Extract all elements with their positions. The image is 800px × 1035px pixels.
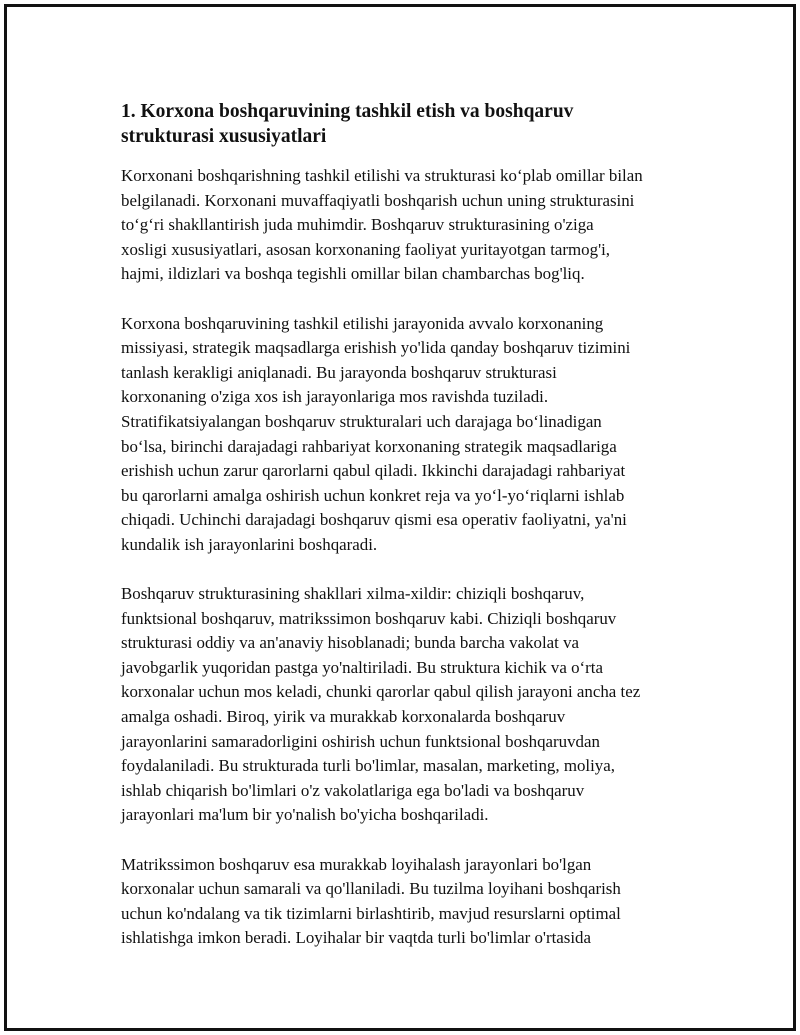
paragraph-2 [121,312,701,558]
text-line: ishlatishga imkon beradi. Loyihalar bir vaqtda turli bo'limlar o'rtasida [121,928,591,948]
heading-line: strukturasi xususiyatlari [121,126,327,147]
text-line: hajmi, ildizlari va boshqa tegishli omillar bilan chambarchas bog'liq. [121,264,585,284]
text-line: Korxonani boshqarishning tashkil etilishi va strukturasi ko‘plab omillar bilan [121,166,643,185]
text-line: erishish uchun zarur qarorlarni qabul qiladi. Ikkinchi darajadagi rahbariyat [121,461,626,481]
text-line: uchun ko'ndalang va tik tizimlarni birlashtirib, mavjud resurslarni optimal [121,903,621,923]
text-line: korxonaning o'ziga xos ish jarayonlariga mos ravishda tuziladi. [121,387,549,407]
text-line: xosligi xususiyatlari, asosan korxonaning faoliyat yuritayotgan tarmog'i, [121,239,611,259]
section-heading [121,99,701,149]
text-line: kundalik ish jarayonlarini boshqaradi. [121,534,378,554]
text-line: tanlash kerakligi aniqlanadi. Bu jarayonda boshqaruv strukturasi [121,362,557,382]
text-line: funktsional boshqaruv, matrikssimon boshqaruv kabi. Chiziqli boshqaruv [121,608,617,628]
text-line: bu qarorlarni amalga oshirish uchun konkret reja va yo‘l-yo‘riqlarni ishlab [121,485,625,505]
text-line: ishlab chiqarish bo'limlari o'z vakolatlariga ega bo'ladi va boshqaruv [121,780,585,800]
text-line: bo‘lsa, birinchi darajadagi rahbariyat korxonaning strategik maqsadlariga [121,436,617,456]
text-line: Matrikssimon boshqaruv esa murakkab loyihalash jarayonlari bo'lgan [121,854,592,874]
text-line: belgilanadi. Korxonani muvaffaqiyatli boshqarish uchun uning strukturasini [121,190,635,210]
text-line: Korxona boshqaruvining tashkil etilishi jarayonida avvalo korxonaning [121,313,604,333]
paragraph-1 [121,164,701,287]
text-line: korxonalar uchun samarali va qo'llaniladi. Bu tuzilma loyihani boshqarish [121,879,621,899]
paragraph-3 [121,582,701,828]
paragraph-4 [121,853,701,951]
text-line: missiyasi, strategik maqsadlarga erishish yo'lida qanday boshqaruv tizimini [121,338,631,358]
text-line: jarayonlarini samaradorligini oshirish uchun funktsional boshqaruvdan [121,731,600,751]
text-line: strukturasi oddiy va an'anaviy hisoblanadi; bunda barcha vakolat va [121,633,580,653]
document-content [121,99,701,976]
text-line: Boshqaruv strukturasining shakllari xilma-xildir: chiziqli boshqaruv, [121,584,585,604]
text-line: amalga oshadi. Biroq, yirik va murakkab korxonalarda boshqaruv [121,707,566,727]
text-line: jarayonlari ma'lum bir yo'nalish bo'yicha boshqariladi. [121,805,489,825]
document-page [4,4,796,1031]
text-line: javobgarlik yuqoridan pastga yo'naltiriladi. Bu struktura kichik va o‘rta [121,657,603,677]
heading-line: 1. Korxona boshqaruvining tashkil etish va boshqaruv [121,101,574,122]
text-line: to‘g‘ri shakllantirish juda muhimdir. Boshqaruv strukturasining o'ziga [121,215,594,235]
text-line: korxonalar uchun mos keladi, chunki qarorlar qabul qilish jarayoni ancha tez [121,682,641,702]
text-line: foydalaniladi. Bu strukturada turli bo'limlar, masalan, marketing, moliya, [121,756,615,776]
text-line: Stratifikatsiyalangan boshqaruv strukturalari uch darajaga bo‘linadigan [121,411,602,431]
text-line: chiqadi. Uchinchi darajadagi boshqaruv qismi esa operativ faoliyatni, ya'ni [121,510,627,530]
